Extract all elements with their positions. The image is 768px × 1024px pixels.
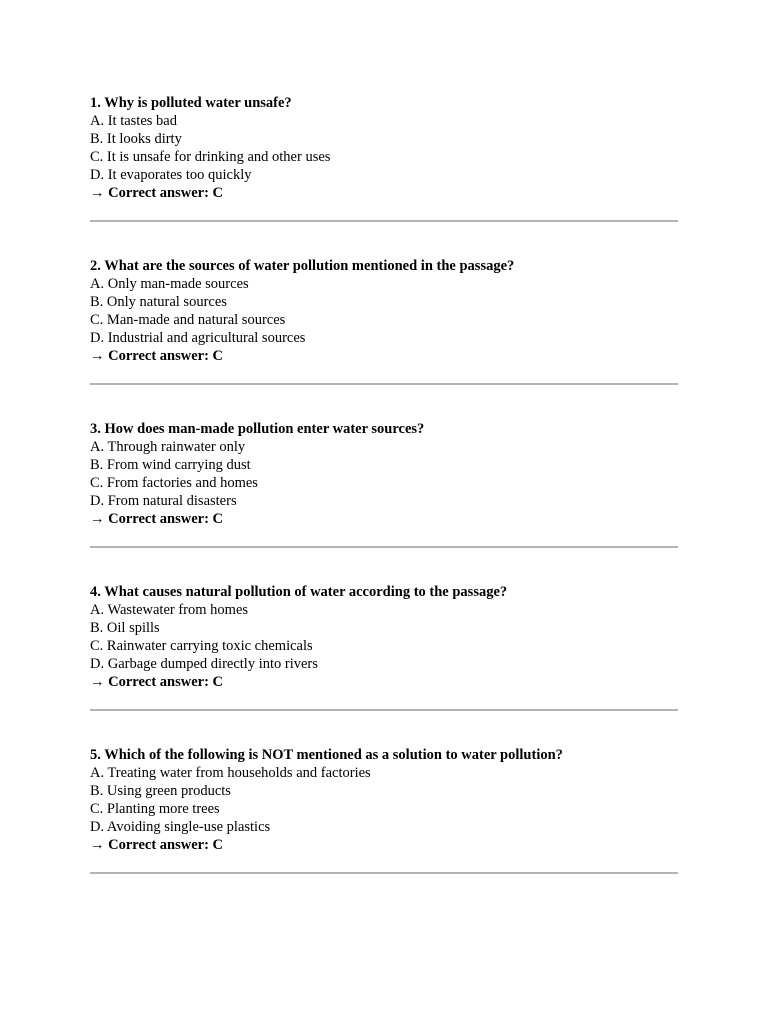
question-block-5: [90, 746, 678, 874]
correct-answer: → Correct answer: C: [90, 674, 224, 690]
question-text: 1. Why is polluted water unsafe?: [90, 95, 292, 111]
option-a: A. It tastes bad: [90, 113, 177, 129]
option-d: D. From natural disasters: [90, 493, 237, 509]
option-d: D. Avoiding single-use plastics: [90, 819, 271, 835]
correct-answer: → Correct answer: C: [90, 837, 224, 853]
option-c: C. Man-made and natural sources: [90, 312, 286, 328]
divider: [90, 872, 678, 874]
question-text: 4. What causes natural pollution of water according to the passage?: [90, 584, 508, 600]
divider: [90, 383, 678, 385]
option-b: B. From wind carrying dust: [90, 457, 251, 473]
option-a: A. Wastewater from homes: [90, 602, 249, 618]
question-block-4: [90, 583, 678, 711]
option-a: A. Treating water from households and factories: [90, 765, 371, 781]
question-text: 3. How does man-made pollution enter water sources?: [90, 421, 425, 437]
option-c: C. From factories and homes: [90, 475, 258, 491]
option-d: D. Garbage dumped directly into rivers: [90, 656, 318, 672]
divider: [90, 220, 678, 222]
question-block-3: [90, 420, 678, 548]
option-c: C. It is unsafe for drinking and other uses: [90, 149, 331, 165]
question-block-1: [90, 94, 678, 222]
correct-answer: → Correct answer: C: [90, 511, 224, 527]
option-c: C. Rainwater carrying toxic chemicals: [90, 638, 313, 654]
option-a: A. Through rainwater only: [90, 439, 246, 455]
option-d: D. It evaporates too quickly: [90, 167, 252, 183]
divider: [90, 709, 678, 711]
question-text: 2. What are the sources of water pollution mentioned in the passage?: [90, 258, 515, 274]
option-b: B. Only natural sources: [90, 294, 227, 310]
option-a: A. Only man-made sources: [90, 276, 249, 292]
correct-answer: → Correct answer: C: [90, 348, 224, 364]
option-b: B. Using green products: [90, 783, 231, 799]
option-d: D. Industrial and agricultural sources: [90, 330, 306, 346]
correct-answer: → Correct answer: C: [90, 185, 224, 201]
question-text: 5. Which of the following is NOT mentioned as a solution to water pollution?: [90, 747, 563, 763]
divider: [90, 546, 678, 548]
question-block-2: [90, 257, 678, 385]
option-b: B. Oil spills: [90, 620, 160, 636]
option-b: B. It looks dirty: [90, 131, 182, 147]
option-c: C. Planting more trees: [90, 801, 220, 817]
